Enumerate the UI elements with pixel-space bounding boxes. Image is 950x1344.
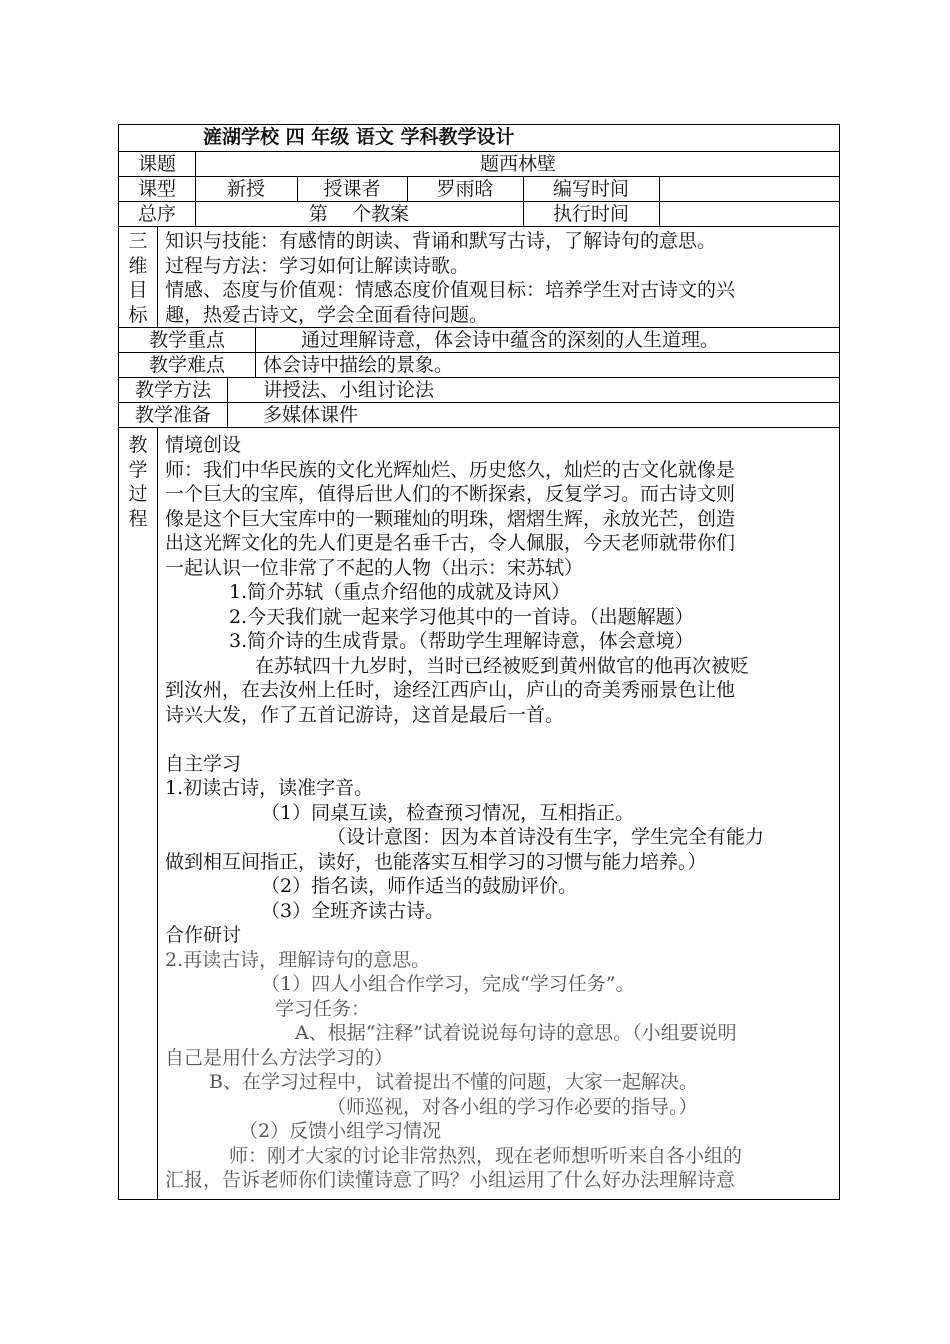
process-line: （设计意图：因为本首诗没有生字，学生完全有能力: [327, 826, 765, 848]
exec-time-value: [659, 202, 841, 226]
process-line: 像是这个巨大宝库中的一颗璀灿的明珠，熠熠生辉，永放光芒，创造: [165, 507, 736, 530]
difficulty-row: [118, 352, 840, 377]
process-line: 2.今天我们就一起来学习他其中的一首诗。（出题解题）: [229, 605, 694, 628]
process-line: （3）全班齐读古诗。: [261, 899, 445, 922]
process-line: 1.初读古诗，读准字音。: [165, 777, 374, 799]
date-value: [659, 177, 841, 201]
method-value: 讲授法、小组讨论法: [263, 379, 435, 401]
process-line: （2）反馈小组学习情况: [239, 1120, 442, 1142]
process-line: （师巡视，对各小组的学习作必要的指导。）: [327, 1095, 698, 1118]
process-row: [118, 427, 840, 1200]
process-text: [165, 433, 764, 1193]
topic-row: [118, 151, 840, 176]
process-line: 到汝州，在去汝州上任时，途经江西庐山，庐山的奇美秀丽景色让他: [165, 679, 736, 701]
process-label: 教 学 过 程: [128, 434, 148, 530]
process-line: [165, 727, 764, 752]
method-label: 教学方法: [134, 379, 211, 401]
title-row: [118, 124, 840, 151]
goal-line: 知识与技能：有感情的朗读、背诵和默写古诗，了解诗句的意思。: [165, 230, 717, 252]
key-point-row: [118, 327, 840, 352]
goals-row: [118, 226, 840, 327]
process-line: 自主学习: [165, 752, 242, 775]
lesson-plan-table: [118, 124, 840, 1200]
process-line: 师：我们中华民族的文化光辉灿烂、历史悠久，灿烂的古文化就像是: [165, 458, 736, 481]
process-line: （1）同桌互读，检查预习情况，互相指正。: [261, 801, 635, 824]
process-line: 在苏轼四十九岁时，当时已经被贬到黄州做官的他再次被贬: [255, 654, 750, 677]
process-line: 一起认识一位非常了不起的人物（出示：宋苏轼）: [165, 556, 584, 579]
process-line: 汇报，告诉老师你们读懂诗意了吗？小组运用了什么好办法理解诗意: [165, 1169, 736, 1191]
goals-label: 三 维 目 标: [128, 230, 148, 326]
process-line: （2）指名读，师作适当的鼓励评价。: [261, 875, 578, 897]
process-line: 做到相互间指正，读好，也能落实互相学习的习惯与能力培养。）: [165, 850, 707, 873]
sequence-label: 总序: [137, 203, 176, 225]
goal-line: 过程与方法：学习如何让解读诗歌。: [165, 254, 470, 277]
topic-label: 课题: [137, 153, 176, 175]
date-label: 编写时间: [552, 178, 629, 200]
difficulty-label: 教学难点: [148, 354, 225, 376]
type-label: 课型: [137, 178, 176, 200]
key-point-label: 教学重点: [148, 329, 225, 351]
process-line: （1）四人小组合作学习，完成“学习任务”。: [261, 973, 635, 995]
difficulty-value: 体会诗中描绘的景象。: [263, 354, 454, 376]
process-line: 2.再读古诗，理解诗句的意思。: [165, 948, 431, 971]
type-row: [118, 176, 840, 201]
process-line: 师：刚才大家的讨论非常热烈，现在老师想听听来自各小组的: [229, 1144, 743, 1167]
process-line: 一个巨大的宝库，值得后世人们的不断探索，反复学习。而古诗文则: [165, 483, 736, 505]
process-line: 自己是用什么方法学习的）: [165, 1046, 394, 1069]
prep-value: 多媒体课件: [263, 404, 359, 426]
process-line: B、在学习过程中，试着提出不懂的问题，大家一起解决。: [209, 1071, 698, 1093]
goal-line: 情感、态度与价值观：情感态度价值观目标：培养学生对古诗文的兴: [165, 279, 736, 301]
process-line: 1.简介苏轼（重点介绍他的成就及诗风）: [229, 581, 571, 603]
process-line: 情境创设: [165, 434, 242, 456]
prep-row: [118, 402, 840, 427]
process-line: 合作研讨: [165, 924, 242, 946]
goals-text: [165, 229, 735, 327]
prep-label: 教学准备: [134, 404, 211, 426]
sequence-row: [118, 201, 840, 226]
teacher-label: 授课者: [323, 178, 381, 200]
method-row: [118, 377, 840, 402]
process-line: 出这光辉文化的先人们更是名垂千古，令人佩服，今天老师就带你们: [165, 532, 736, 554]
process-line: A、根据“注释”试着说说每句诗的意思。（小组要说明: [295, 1022, 737, 1044]
process-line: 3.简介诗的生成背景。（帮助学生理解诗意，体会意境）: [229, 630, 694, 652]
process-line: 学习任务：: [275, 997, 371, 1020]
exec-time-label: 执行时间: [552, 203, 629, 225]
type-value: 新授: [226, 178, 265, 200]
topic-value: 题西林壁: [479, 153, 556, 175]
key-point-value: 通过理解诗意，体会诗中蕴含的深刻的人生道理。: [301, 329, 720, 351]
page-title: 滻湖学校 四 年级 语文 学科教学设计: [203, 126, 515, 148]
process-line: 诗兴大发，作了五首记游诗，这首是最后一首。: [165, 703, 565, 726]
teacher-name: 罗雨晗: [436, 178, 494, 200]
goal-line: 趣，热爱古诗文，学会全面看待问题。: [165, 303, 489, 326]
sequence-value: 第 个教案: [308, 203, 410, 225]
